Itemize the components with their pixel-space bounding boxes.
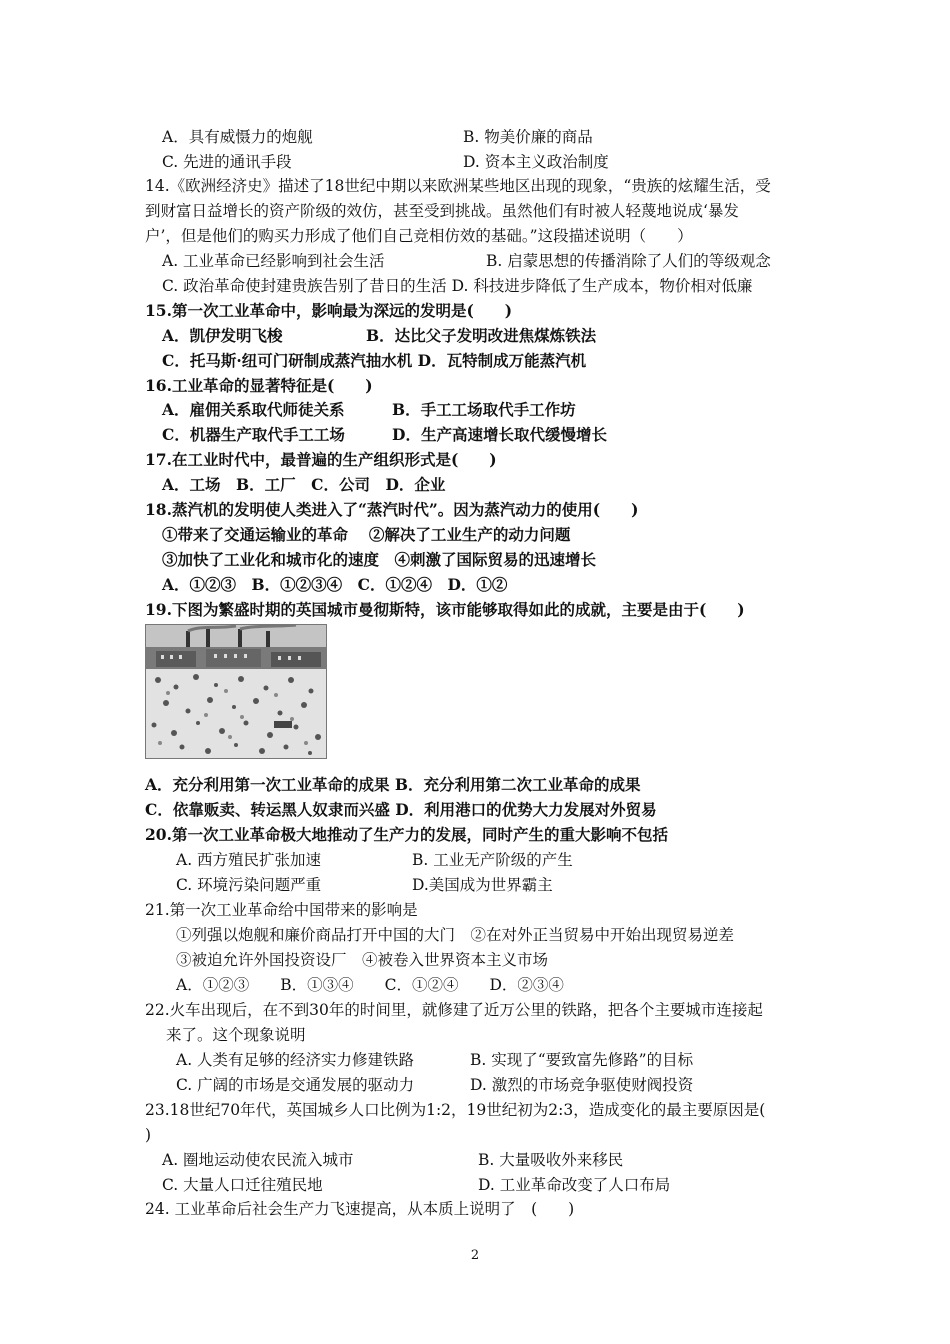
option-line: A．凯伊发明飞梭 [162, 326, 283, 345]
option-line: C．机器生产取代手工工场 [162, 425, 345, 444]
option-line: A．充分利用第一次工业革命的成果 B．充分利用第二次工业革命的成果 [145, 775, 641, 794]
option-line: D. 资本主义政治制度 [463, 153, 609, 171]
question-20: 20.第一次工业革命极大地推动了生产力的发展，同时产生的重大影响不包括 [145, 825, 668, 844]
question-line: 户’，但是他们的购买力形成了他们自己竞相仿效的基础。”这段描述说明（ ） [145, 227, 693, 245]
question-17: 17.在工业时代中，最普遍的生产组织形式是( ) [145, 450, 497, 469]
option-line: A．雇佣关系取代师徒关系 [162, 400, 345, 419]
option-line: C．托马斯·纽可门研制成蒸汽抽水机 D．瓦特制成万能蒸汽机 [162, 351, 587, 370]
option-line: A. 西方殖民扩张加速 [176, 851, 322, 869]
option-line: B. 物美价廉的商品 [463, 128, 593, 146]
question-19: 19.下图为繁盛时期的英国城市曼彻斯特，该市能够取得如此的成就，主要是由于( ) [145, 600, 745, 619]
option-line: A. 工业革命已经影响到社会生活 [162, 252, 385, 270]
question-14: 14.《欧洲经济史》描述了18世纪中期以来欧洲某些地区出现的现象，“贵族的炫耀生活，受 [145, 177, 771, 195]
option-line: B. 启蒙思想的传播消除了人们的等级观念 [486, 252, 771, 270]
question-line: 来了。这个现象说明 [166, 1026, 306, 1044]
option-line: A．工场 B．工厂 C．公司 D．企业 [162, 475, 446, 494]
option-line: D. 工业革命改变了人口布局 [478, 1176, 671, 1194]
question-16: 16.工业革命的显著特征是( ) [145, 376, 373, 395]
question-21: 21.第一次工业革命给中国带来的影响是 [145, 901, 418, 919]
option-line: D.美国成为世界霸主 [412, 876, 553, 894]
question-24: 24. 工业革命后社会生产力飞速提高，从本质上说明了 ( ) [145, 1200, 575, 1218]
option-line: C. 先进的通讯手段 [162, 153, 292, 171]
question-15: 15.第一次工业革命中，影响最为深远的发明是( ) [145, 301, 513, 320]
question-line: 到财富日益增长的资产阶级的效仿，甚至受到挑战。虽然他们有时被人轻蔑地说成‘暴发 [145, 202, 739, 220]
option-line: A. 人类有足够的经济实力修建铁路 [176, 1051, 415, 1069]
option-line: C. 环境污染问题严重 [176, 876, 322, 894]
option-line: C．依靠贩卖、转运黑人奴隶而兴盛 D．利用港口的优势大力发展对外贸易 [145, 800, 657, 819]
statement-line: ③加快了工业化和城市化的速度 ④刺激了国际贸易的迅速增长 [162, 550, 597, 569]
option-line: A. 圈地运动使农民流入城市 [162, 1151, 354, 1169]
question-18: 18.蒸汽机的发明使人类进入了“蒸汽时代”。因为蒸汽动力的使用( ) [145, 500, 639, 519]
option-line: D. 激烈的市场竞争驱使财阀投资 [470, 1076, 694, 1094]
option-line: A．①②③ B．①②③④ C．①②④ D．①② [162, 575, 508, 594]
option-line: A．①②③ B．①③④ C．①②④ D．②③④ [176, 976, 564, 994]
option-line: A．具有威慑力的炮舰 [162, 128, 313, 146]
statement-line: ①带来了交通运输业的革命 ②解决了工业生产的动力问题 [162, 525, 571, 544]
question-22: 22.火车出现后，在不到30年的时间里，就修建了近万公里的铁路，把各个主要城市连接起 [145, 1001, 763, 1019]
option-line: B．达比父子发明改进焦煤炼铁法 [366, 326, 597, 345]
manchester-illustration [145, 624, 327, 759]
page-number: 2 [470, 1248, 480, 1263]
option-line: C. 政治革命使封建贵族告别了昔日的生活 D. 科技进步降低了生产成本，物价相对低廉 [162, 277, 753, 295]
option-line: B. 大量吸收外来移民 [478, 1151, 624, 1169]
option-line: C. 广阔的市场是交通发展的驱动力 [176, 1076, 415, 1094]
option-line: C. 大量人口迁往殖民地 [162, 1176, 323, 1194]
option-line: B．手工工场取代手工作坊 [392, 400, 576, 419]
question-line: ) [145, 1126, 152, 1144]
question-23: 23.18世纪70年代，英国城乡人口比例为1:2，19世纪初为2:3，造成变化的最主要原因是( [145, 1101, 766, 1119]
option-line: B. 实现了“要致富先修路”的目标 [470, 1051, 694, 1069]
statement-line: ①列强以炮舰和廉价商品打开中国的大门 ②在对外正当贸易中开始出现贸易逆差 [176, 926, 735, 944]
statement-line: ③被迫允许外国投资设厂 ④被卷入世界资本主义市场 [176, 951, 549, 969]
option-line: B. 工业无产阶级的产生 [412, 851, 573, 869]
option-line: D．生产高速增长取代缓慢增长 [392, 425, 607, 444]
